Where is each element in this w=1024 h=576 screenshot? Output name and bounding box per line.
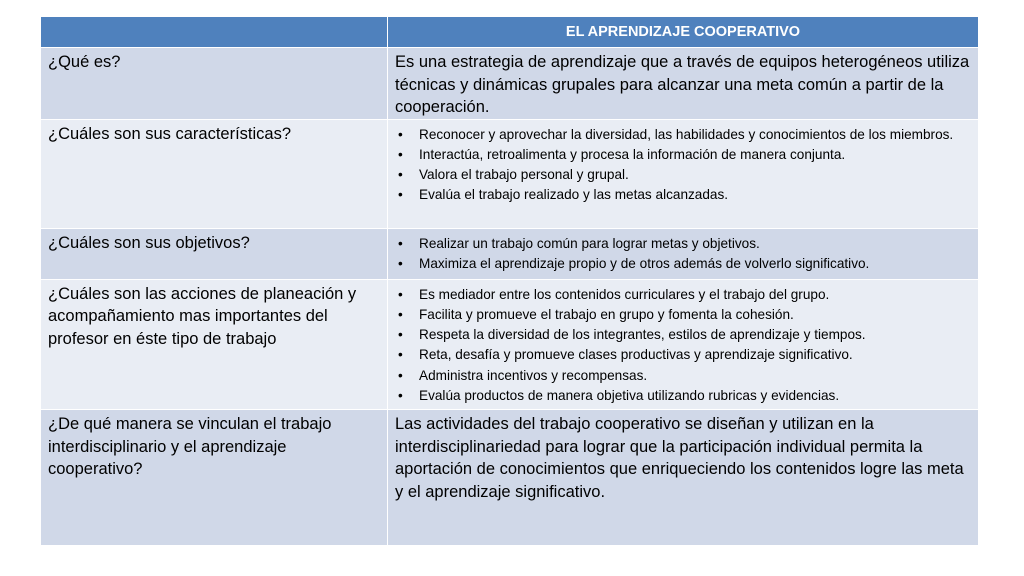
question-cell: ¿Cuáles son las acciones de planeación y acompañamiento mas importantes del profesor en éste tipo de trabajo bbox=[41, 279, 388, 410]
bullet-list bbox=[395, 229, 971, 278]
table-row bbox=[41, 228, 979, 279]
list-item: • Reta, desafía y promueve clases productivas y aprendizaje significativo. bbox=[395, 345, 971, 365]
list-item: • Valora el trabajo personal y grupal. bbox=[395, 165, 971, 185]
table-row bbox=[41, 410, 979, 546]
table-row bbox=[41, 48, 979, 120]
list-item: • Evalúa el trabajo realizado y las metas alcanzadas. bbox=[395, 185, 971, 205]
table-row bbox=[41, 119, 979, 228]
question-cell: ¿De qué manera se vinculan el trabajo interdisciplinario y el aprendizaje cooperativo? bbox=[41, 410, 388, 546]
list-item: • Facilita y promueve el trabajo en grupo y fomenta la cohesión. bbox=[395, 305, 971, 325]
list-item: • Reconocer y aprovechar la diversidad, las habilidades y conocimientos de los miembros. bbox=[395, 125, 971, 145]
answer-cell bbox=[388, 279, 979, 410]
table-row bbox=[41, 279, 979, 410]
cooperative-learning-table bbox=[40, 16, 979, 546]
list-item: • Es mediador entre los contenidos curriculares y el trabajo del grupo. bbox=[395, 285, 971, 305]
question-cell: ¿Qué es? bbox=[41, 48, 388, 120]
answer-cell bbox=[388, 119, 979, 228]
list-item: • Respeta la diversidad de los integrantes, estilos de aprendizaje y tiempos. bbox=[395, 325, 971, 345]
header-empty-cell bbox=[41, 17, 388, 48]
table-title: EL APRENDIZAJE COOPERATIVO bbox=[388, 17, 979, 48]
question-cell: ¿Cuáles son sus objetivos? bbox=[41, 228, 388, 279]
table-header-row bbox=[41, 17, 979, 48]
bullet-list bbox=[395, 120, 971, 209]
list-item: • Maximiza el aprendizaje propio y de otros además de volverlo significativo. bbox=[395, 254, 971, 274]
question-cell: ¿Cuáles son sus características? bbox=[41, 119, 388, 228]
list-item: • Realizar un trabajo común para lograr metas y objetivos. bbox=[395, 234, 971, 254]
bullet-list bbox=[395, 280, 971, 410]
list-item: • Administra incentivos y recompensas. bbox=[395, 366, 971, 386]
answer-cell: Las actividades del trabajo cooperativo se diseñan y utilizan en la interdisciplinariedad para lograr que la participación individual permita la aportación de conocimientos que enriqueciendo los contenidos logre las meta y el aprendizaje significativo. bbox=[388, 410, 979, 546]
answer-cell: Es una estrategia de aprendizaje que a través de equipos heterogéneos utiliza técnicas y dinámicas grupales para alcanzar una meta común a partir de la cooperación. bbox=[388, 48, 979, 120]
answer-cell bbox=[388, 228, 979, 279]
list-item: • Interactúa, retroalimenta y procesa la información de manera conjunta. bbox=[395, 145, 971, 165]
list-item: • Evalúa productos de manera objetiva utilizando rubricas y evidencias. bbox=[395, 386, 971, 406]
